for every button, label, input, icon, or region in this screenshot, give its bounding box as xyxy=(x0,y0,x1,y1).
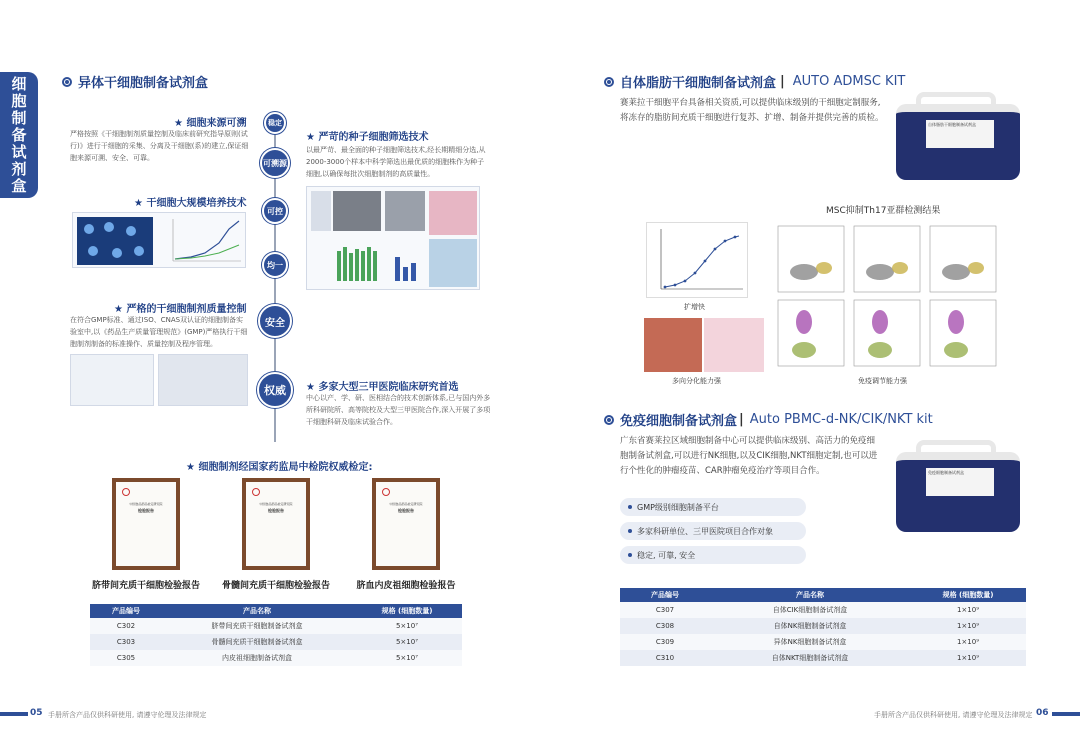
timeline-node: 可溯源 xyxy=(260,148,290,178)
adipogenic-image xyxy=(644,318,702,372)
left-product-table: 产品编号 产品名称 规格 (细胞数量) C302 脐带间充质干细胞制备试剂盒 5×10⁷ C303 骨髓间充质干细胞制备试剂盒 5×10⁷ C305 内皮祖细胞制备试剂盒 5×10⁷ xyxy=(90,604,462,666)
timeline-node: 安全 xyxy=(258,304,292,338)
cooler-handle xyxy=(916,440,996,452)
bullet-icon xyxy=(62,77,72,87)
growth-chart xyxy=(646,222,748,298)
seal-icon xyxy=(382,488,390,496)
timeline-node: 均一 xyxy=(262,252,288,278)
feature-text: 在符合GMP标准、通过ISO、CNAS双认证的细胞制备实验室中,以《药品生产质量管理规范》(GMP)严格执行干细胞制剂制备的标准操作、质量控制及程序管理。 xyxy=(70,316,248,348)
table-row: C308 自体NK细胞制备试剂盒 1×10⁹ xyxy=(620,618,1026,634)
feature-title: ★ 干细胞大规模培养技术 xyxy=(134,198,247,209)
right-product-table: 产品编号 产品名称 规格 (细胞数量) C307 自体CIK细胞制备试剂盒 1×10⁹ C308 自体NK细胞制备试剂盒 1×10⁹ C309 异体NK细胞制备试剂盒 1×10⁹ C310 自体NKT细胞制备试剂盒 1×10⁹ xyxy=(620,588,1026,666)
feature-text: 严格按照《干细胞制剂质量控制及临床前研究指导原则(试行)》进行干细胞的采集、分离及干细胞(系)的建立,保证细胞来源可溯、安全、可靠。 xyxy=(70,130,249,162)
cert-label: 骨髓间充质干细胞检验报告 xyxy=(221,581,330,591)
cert-frame: 中国食品药品检定研究院 检验报告 xyxy=(112,478,180,570)
cert-frame: 中国食品药品检定研究院 检验报告 xyxy=(372,478,440,570)
footer-bar xyxy=(0,712,28,716)
cooler-label: 免疫细胞制备试剂盒 xyxy=(926,468,994,496)
table-row: C307 自体CIK细胞制备试剂盒 1×10⁹ xyxy=(620,602,1026,618)
cooler-box-image xyxy=(892,440,1024,534)
page-number: 06 xyxy=(1036,708,1049,718)
right-section-title: 自体脂肪干细胞制备试剂盒 | AUTO ADMSC KIT xyxy=(604,72,905,91)
feature-title: ★ 严苛的种子细胞筛选技术 xyxy=(306,132,429,143)
table-row: C309 异体NK细胞制备试剂盒 1×10⁹ xyxy=(620,634,1026,650)
cooler-label: 自体脂肪干细胞制备试剂盒 xyxy=(926,120,994,148)
right-section-title-2: 免疫细胞制备试剂盒 | Auto PBMC-d-NK/CIK/NKT kit xyxy=(604,410,933,429)
culture-illustration xyxy=(73,213,247,269)
cert-heading: ★ 细胞制剂经国家药监局中检院权威检定: xyxy=(186,462,373,473)
caption: 扩增快 xyxy=(684,303,705,311)
cert-frame: 中国食品药品检定研究院 检验报告 xyxy=(242,478,310,570)
flow-cytometry-grid xyxy=(774,222,998,372)
growth-curve xyxy=(647,223,749,299)
screening-charts xyxy=(307,187,481,291)
feature-title: ★ 严格的干细胞制剂质量控制 xyxy=(114,304,247,315)
feature-title: ★ 细胞来源可溯 xyxy=(174,118,247,129)
section-text: 赛莱拉干细胞平台具备相关资质,可以提供临床级别的干细胞定制服务,将冻存的脂肪间充质干细胞进行复苏、扩增、制备并提供完善的质检。 xyxy=(620,98,884,123)
table-row: C310 自体NKT细胞制备试剂盒 1×10⁹ xyxy=(620,650,1026,666)
cert-label: 脐带间充质干细胞检验报告 xyxy=(91,581,200,591)
feature-text: 中心以产、学、研、医相结合的技术创新体系,已与国内外多所科研院所、高等院校及大型三甲医院合作,深入开展了多项干细胞科研及临床试验合作。 xyxy=(306,394,491,426)
bullet-icon xyxy=(604,77,614,87)
feature-pill: 稳定, 可靠, 安全 xyxy=(620,546,806,564)
footer-note: 手册所含产品仅供科研使用, 请遵守伦理及法律规定 xyxy=(874,711,1033,719)
side-tab: 细胞制备试剂盒 xyxy=(0,72,38,198)
osteogenic-image xyxy=(704,318,764,372)
feature-pill: GMP级别细胞制备平台 xyxy=(620,498,806,516)
bullet-icon xyxy=(604,415,614,425)
cooler-handle xyxy=(916,92,996,104)
table-row: C303 骨髓间充质干细胞制备试剂盒 5×10⁷ xyxy=(90,634,462,650)
caption: 多向分化能力强 xyxy=(672,377,721,385)
cert-label: 脐血内皮祖细胞检验报告 xyxy=(356,581,456,591)
caption: 免疫调节能力强 xyxy=(858,377,907,385)
left-section-title: 异体干细胞制备试剂盒 xyxy=(62,72,208,91)
chart-heading: MSC抑制Th17亚群检测结果 xyxy=(826,206,941,216)
table-row: C305 内皮祖细胞制备试剂盒 5×10⁷ xyxy=(90,650,462,666)
page-number: 05 xyxy=(30,708,43,718)
seed-screening-images xyxy=(306,186,480,290)
feature-title: ★ 多家大型三甲医院临床研究首选 xyxy=(306,382,459,393)
seal-icon xyxy=(122,488,130,496)
section-text: 广东省赛莱拉区域细胞制备中心可以提供临床级别、高活力的免疫细胞制备试剂盒,可以进行NK细胞,以及CIK细胞,NKT细胞定制,也可以进行个性化的肿瘤疫苗、CAR肿瘤免疫治疗等项目合作。 xyxy=(620,436,878,476)
footer-note: 手册所含产品仅供科研使用, 请遵守伦理及法律规定 xyxy=(48,711,207,719)
cooler-body xyxy=(896,452,1020,532)
feature-pill: 多家科研单位、三甲医院项目合作对象 xyxy=(620,522,806,540)
timeline-node: 稳定 xyxy=(264,112,286,134)
flow-plots xyxy=(774,222,998,372)
equipment-photo xyxy=(158,354,248,406)
culture-growth-image xyxy=(72,212,246,268)
cooler-box-image xyxy=(892,92,1024,182)
table-row: C302 脐带间充质干细胞制备试剂盒 5×10⁷ xyxy=(90,618,462,634)
timeline-node: 可控 xyxy=(262,198,288,224)
lab-photo xyxy=(70,354,154,406)
cooler-body xyxy=(896,104,1020,180)
footer-bar xyxy=(1052,712,1080,716)
feature-text: 以最严苛、最全面的种子细胞筛选技术,经长期精细分选,从2000-3000个样本中科学筛选出最优质的细胞株作为种子细胞,以确保每批次细胞制剂的高质量性。 xyxy=(306,146,486,178)
seal-icon xyxy=(252,488,260,496)
timeline-node: 权威 xyxy=(257,372,293,408)
